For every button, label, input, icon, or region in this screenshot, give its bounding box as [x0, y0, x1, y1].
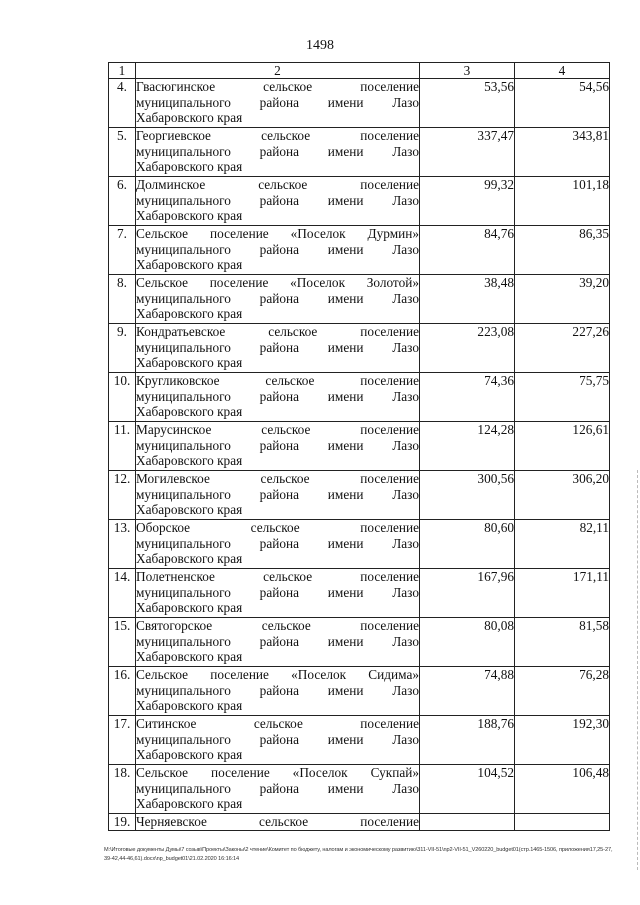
amount-col3: 80,08	[420, 618, 515, 667]
amount-col3: 38,48	[420, 275, 515, 324]
row-number: 6.	[109, 177, 136, 226]
table-row	[109, 422, 610, 471]
amount-col4: 227,26	[515, 324, 610, 373]
settlement-name	[136, 422, 420, 471]
table-header-row	[109, 63, 610, 79]
settlement-name	[136, 226, 420, 275]
amount-col4: 39,20	[515, 275, 610, 324]
settlement-name-line: Сельское поселение «Поселок Сидима»	[136, 667, 419, 682]
settlement-name-line: Хабаровского края	[136, 404, 243, 419]
table-row	[109, 275, 610, 324]
settlement-name-line: муниципального района имени Лазо	[136, 486, 419, 502]
table-row	[109, 765, 610, 814]
row-number: 7.	[109, 226, 136, 275]
row-number: 12.	[109, 471, 136, 520]
settlement-name-line: муниципального района имени Лазо	[136, 143, 419, 159]
row-number: 19.	[109, 814, 136, 831]
amount-col3: 74,36	[420, 373, 515, 422]
settlement-name-line: муниципального района имени Лазо	[136, 780, 419, 796]
settlement-name	[136, 618, 420, 667]
amount-col4: 54,56	[515, 79, 610, 128]
page-number: 1498	[306, 38, 334, 53]
amount-col4: 81,58	[515, 618, 610, 667]
settlement-name-line: муниципального района имени Лазо	[136, 192, 419, 208]
amount-col4: 192,30	[515, 716, 610, 765]
column-header-4: 4	[515, 63, 610, 79]
amount-col3: 53,56	[420, 79, 515, 128]
table-row	[109, 324, 610, 373]
table-row	[109, 471, 610, 520]
settlement-name	[136, 569, 420, 618]
amount-col3: 74,88	[420, 667, 515, 716]
settlement-name	[136, 373, 420, 422]
settlement-name-line: Черняевское сельское поселение	[136, 814, 419, 829]
settlement-name-line: Хабаровского края	[136, 551, 243, 566]
settlement-name-line: Хабаровского края	[136, 698, 243, 713]
settlement-name	[136, 716, 420, 765]
settlement-name	[136, 275, 420, 324]
amount-col4: 171,11	[515, 569, 610, 618]
settlement-name-line: Хабаровского края	[136, 110, 243, 125]
column-header-2: 2	[136, 63, 420, 79]
settlement-name-line: Хабаровского края	[136, 257, 243, 272]
column-header-3: 3	[420, 63, 515, 79]
settlement-name	[136, 128, 420, 177]
settlement-name-line: Сельское поселение «Поселок Золотой»	[136, 275, 419, 290]
row-number: 11.	[109, 422, 136, 471]
table-row	[109, 79, 610, 128]
settlement-name-line: Кругликовское сельское поселение	[136, 373, 419, 388]
settlement-name-line: Хабаровского края	[136, 355, 243, 370]
settlement-name-line: муниципального района имени Лазо	[136, 388, 419, 404]
row-number: 17.	[109, 716, 136, 765]
table-row	[109, 667, 610, 716]
settlement-name-line: Хабаровского края	[136, 502, 243, 517]
settlement-name-line: муниципального района имени Лазо	[136, 94, 419, 110]
amount-col4: 86,35	[515, 226, 610, 275]
settlement-name-line: муниципального района имени Лазо	[136, 731, 419, 747]
amount-col3: 223,08	[420, 324, 515, 373]
amount-empty	[420, 814, 515, 831]
table-row	[109, 618, 610, 667]
row-number: 15.	[109, 618, 136, 667]
amount-col4: 75,75	[515, 373, 610, 422]
margin-mark	[636, 470, 638, 870]
row-number: 16.	[109, 667, 136, 716]
amount-col4: 76,28	[515, 667, 610, 716]
settlement-name-line: муниципального района имени Лазо	[136, 437, 419, 453]
amount-empty	[515, 814, 610, 831]
settlement-name-line: Марусинское сельское поселение	[136, 422, 419, 437]
amount-col3: 337,47	[420, 128, 515, 177]
settlement-name-line: муниципального района имени Лазо	[136, 339, 419, 355]
settlement-name-line: муниципального района имени Лазо	[136, 682, 419, 698]
settlement-name-line: муниципального района имени Лазо	[136, 535, 419, 551]
settlement-name-line: Георгиевское сельское поселение	[136, 128, 419, 143]
settlement-name	[136, 520, 420, 569]
row-number: 18.	[109, 765, 136, 814]
settlement-name-line: Сельское поселение «Поселок Дурмин»	[136, 226, 419, 241]
amount-col3: 104,52	[420, 765, 515, 814]
settlement-name-line: муниципального района имени Лазо	[136, 241, 419, 257]
settlement-name	[136, 765, 420, 814]
table-row	[109, 177, 610, 226]
settlement-name-line: муниципального района имени Лазо	[136, 290, 419, 306]
settlement-name	[136, 177, 420, 226]
column-header-1: 1	[109, 63, 136, 79]
table-row	[109, 716, 610, 765]
settlement-name-line: Хабаровского края	[136, 600, 243, 615]
settlement-name-line: Хабаровского края	[136, 796, 243, 811]
settlement-name-line: Хабаровского края	[136, 159, 243, 174]
table-row	[109, 814, 610, 831]
row-number: 4.	[109, 79, 136, 128]
settlement-name-line: Могилевское сельское поселение	[136, 471, 419, 486]
amount-col4: 101,18	[515, 177, 610, 226]
amount-col4: 82,11	[515, 520, 610, 569]
settlement-name-line: Хабаровского края	[136, 747, 243, 762]
file-path-footer: M:\Итоговые документы Думы\7 созыв\Проекты\Законы\2 чтение\Комитет по бюджету, налогам и экономическому развитию\311-VII-51\np2-VII-51_V260220_budget01(стр.1465-1506, приложения17,25-27,39-42,44-46,61).docx\np_budget01\21.02.2020 16:16:14	[104, 847, 613, 862]
settlement-name-line: муниципального района имени Лазо	[136, 584, 419, 600]
row-number: 5.	[109, 128, 136, 177]
amount-col3: 300,56	[420, 471, 515, 520]
row-number: 14.	[109, 569, 136, 618]
table-row	[109, 128, 610, 177]
row-number: 10.	[109, 373, 136, 422]
settlement-name-line: Гвасюгинское сельское поселение	[136, 79, 419, 94]
settlement-name-line: Хабаровского края	[136, 208, 243, 223]
settlement-name-line: Хабаровского края	[136, 649, 243, 664]
settlement-name-line: Долминское сельское поселение	[136, 177, 419, 192]
settlement-name	[136, 667, 420, 716]
settlement-name-line: Полетненское сельское поселение	[136, 569, 419, 584]
row-number: 8.	[109, 275, 136, 324]
allocation-table	[108, 62, 610, 831]
amount-col4: 106,48	[515, 765, 610, 814]
settlement-name	[136, 814, 420, 831]
table-row	[109, 373, 610, 422]
amount-col4: 126,61	[515, 422, 610, 471]
settlement-name-line: Хабаровского края	[136, 306, 243, 321]
settlement-name	[136, 471, 420, 520]
amount-col3: 188,76	[420, 716, 515, 765]
amount-col4: 306,20	[515, 471, 610, 520]
settlement-name-line: муниципального района имени Лазо	[136, 633, 419, 649]
amount-col3: 84,76	[420, 226, 515, 275]
amount-col3: 167,96	[420, 569, 515, 618]
settlement-name-line: Хабаровского края	[136, 453, 243, 468]
amount-col3: 99,32	[420, 177, 515, 226]
table-row	[109, 226, 610, 275]
row-number: 13.	[109, 520, 136, 569]
table-body	[109, 79, 610, 831]
amount-col3: 124,28	[420, 422, 515, 471]
table-row	[109, 520, 610, 569]
settlement-name-line: Сельское поселение «Поселок Сукпай»	[136, 765, 419, 780]
settlement-name-line: Ситинское сельское поселение	[136, 716, 419, 731]
settlement-name-line: Оборское сельское поселение	[136, 520, 419, 535]
amount-col4: 343,81	[515, 128, 610, 177]
settlement-name-line: Кондратьевское сельское поселение	[136, 324, 419, 339]
row-number: 9.	[109, 324, 136, 373]
settlement-name	[136, 324, 420, 373]
amount-col3: 80,60	[420, 520, 515, 569]
settlement-name-line: Святогорское сельское поселение	[136, 618, 419, 633]
table-row	[109, 569, 610, 618]
settlement-name	[136, 79, 420, 128]
